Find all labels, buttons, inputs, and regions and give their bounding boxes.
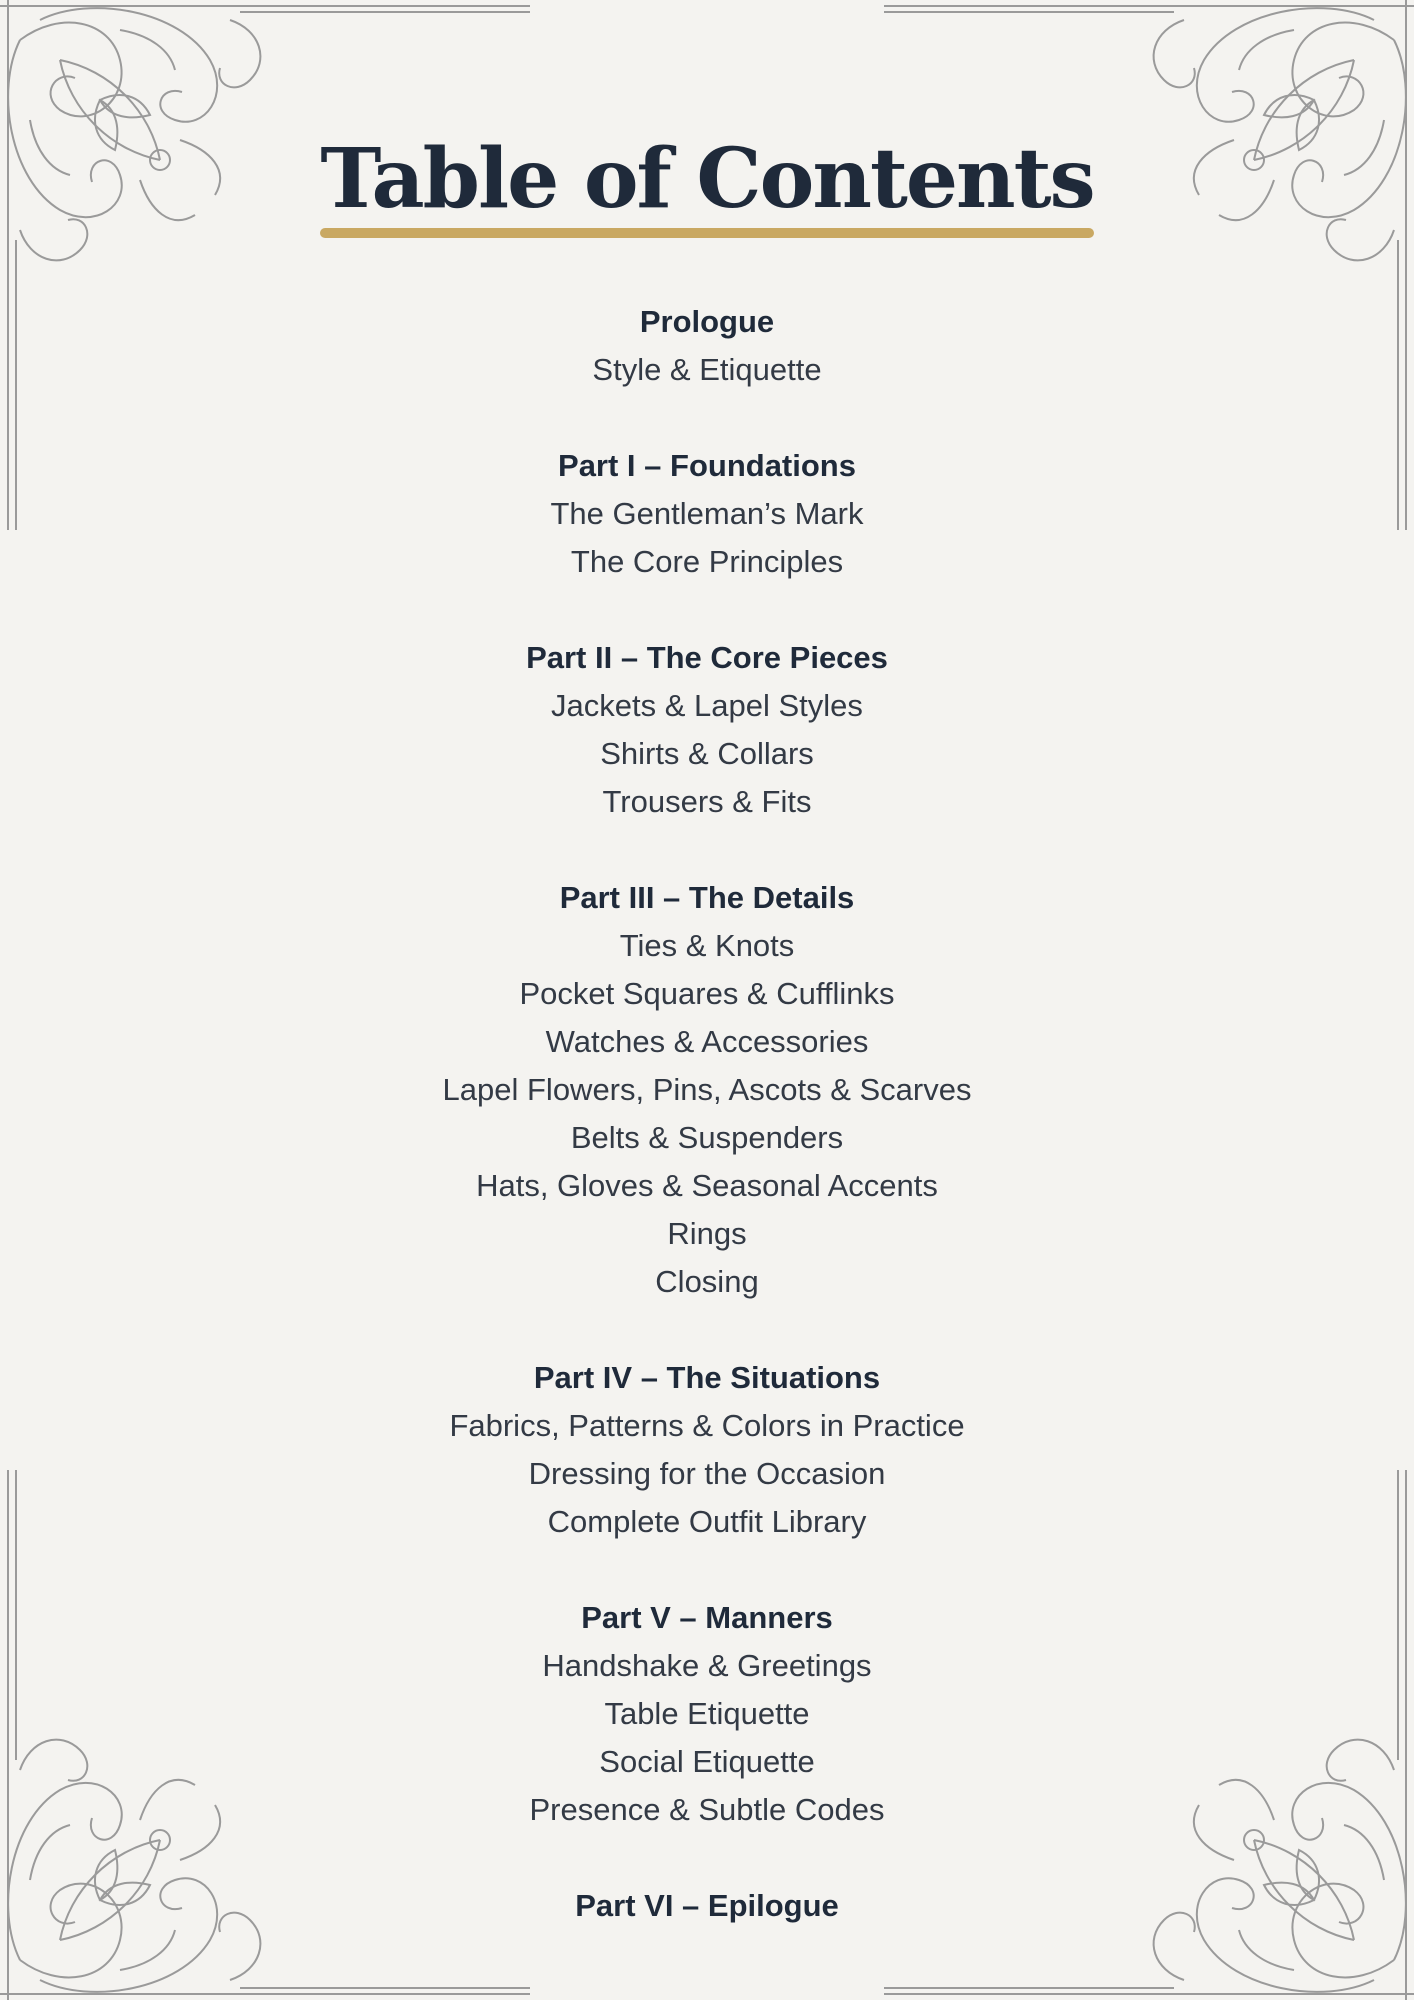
toc-section	[0, 1354, 1414, 1546]
toc-entry[interactable]: The Gentleman’s Mark	[550, 496, 864, 531]
toc-entry[interactable]: Watches & Accessories	[545, 1024, 869, 1059]
toc-entry[interactable]: The Core Principles	[570, 544, 844, 579]
toc-entry[interactable]: Ties & Knots	[619, 928, 795, 963]
toc-entry[interactable]: Dressing for the Occasion	[528, 1456, 886, 1491]
section-heading[interactable]: Prologue	[639, 304, 775, 339]
toc-section	[0, 442, 1414, 586]
toc-entry[interactable]: Style & Etiquette	[592, 352, 822, 387]
toc-entry[interactable]: Closing	[655, 1264, 759, 1299]
toc-entry[interactable]: Table Etiquette	[604, 1696, 810, 1731]
toc-section	[0, 634, 1414, 826]
section-heading[interactable]: Part II – The Core Pieces	[526, 640, 888, 675]
page-title	[320, 131, 1094, 248]
section-heading[interactable]: Part V – Manners	[581, 1600, 833, 1635]
toc-entry[interactable]: Shirts & Collars	[600, 736, 814, 771]
toc-section	[0, 1882, 1414, 1930]
section-heading[interactable]: Part I – Foundations	[558, 448, 856, 483]
toc-entry[interactable]: Presence & Subtle Codes	[529, 1792, 885, 1827]
page-title-text: Table of Contents	[320, 131, 1094, 227]
section-heading[interactable]: Part VI – Epilogue	[575, 1888, 839, 1923]
toc-entry[interactable]: Lapel Flowers, Pins, Ascots & Scarves	[442, 1072, 972, 1107]
toc-section	[0, 1594, 1414, 1834]
toc-section	[0, 298, 1414, 394]
toc-entry[interactable]: Belts & Suspenders	[570, 1120, 844, 1155]
toc-section	[0, 874, 1414, 1306]
toc-entry[interactable]: Complete Outfit Library	[547, 1504, 867, 1539]
section-heading[interactable]: Part IV – The Situations	[533, 1360, 881, 1395]
toc-entry[interactable]: Hats, Gloves & Seasonal Accents	[476, 1168, 938, 1203]
toc-entry[interactable]: Pocket Squares & Cufflinks	[519, 976, 895, 1011]
toc-list	[0, 298, 1414, 1978]
section-heading[interactable]: Part III – The Details	[559, 880, 855, 915]
toc-entry[interactable]: Trousers & Fits	[602, 784, 812, 819]
toc-entry[interactable]: Jackets & Lapel Styles	[551, 688, 863, 723]
title-block	[0, 131, 1414, 248]
toc-entry[interactable]: Rings	[667, 1216, 747, 1251]
toc-entry[interactable]: Handshake & Greetings	[542, 1648, 872, 1683]
toc-entry[interactable]: Social Etiquette	[599, 1744, 815, 1779]
title-underline	[320, 228, 1093, 238]
toc-entry[interactable]: Fabrics, Patterns & Colors in Practice	[449, 1408, 965, 1443]
